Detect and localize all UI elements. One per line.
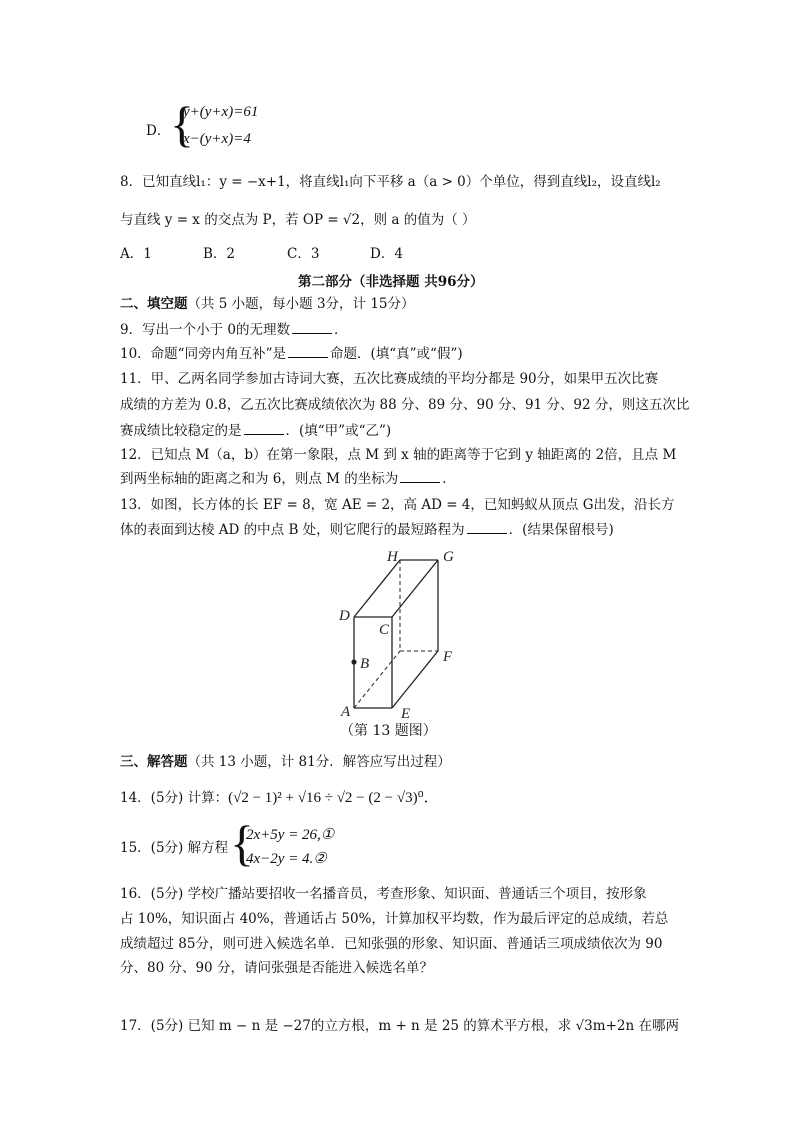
q11-line2: 成绩的方差为 0.8，乙五次比赛成绩依次为 88 分、89 分、90 分、91 分、92 分，则这五次比 — [120, 397, 690, 413]
q9-text: 9．写出一个小于 0的无理数 — [120, 322, 290, 338]
q10 — [120, 344, 463, 364]
label-e: E — [401, 706, 411, 722]
section2-title: 二、填空题 — [120, 296, 188, 312]
section3-title: 三、解答题 — [120, 754, 188, 770]
q9-end: ． — [333, 322, 348, 338]
edge-ef — [392, 651, 438, 708]
edge-dh — [354, 560, 400, 617]
q15-eq2: 4x−2y = 4.② — [246, 851, 327, 867]
label-f: F — [443, 649, 453, 665]
q7-brace: { — [170, 96, 194, 152]
q11-line3b: ．(填“甲”或“乙”) — [285, 423, 392, 439]
label-b: B — [360, 656, 370, 672]
label-c: C — [379, 622, 390, 638]
point-b — [351, 659, 356, 664]
q12-answer-blank[interactable] — [400, 470, 440, 483]
q17-line1: 17．(5分) 已知 m − n 是 −27的立方根，m + n 是 25 的算术平方根，求 √3m+2n 在哪两 — [120, 1018, 679, 1034]
q11-answer-blank[interactable] — [244, 422, 284, 435]
section3-heading — [120, 752, 451, 772]
q13-prism-figure — [330, 548, 470, 738]
q14-prefix: 14．(5分) 计算： — [120, 790, 229, 806]
q13-line1: 13．如图，长方体的长 EF = 8，宽 AE = 2，高 AD = 4，已知蚂蚁从顶点 G出发，沿长方 — [120, 497, 675, 513]
q9-answer-blank[interactable] — [292, 321, 332, 334]
q16-line1: 16．(5分) 学校广播站要招收一名播音员，考查形象、知识面、普通话三个项目，按形象 — [120, 886, 647, 902]
section2-note: （共 5 小题，每小题 3分，计 15分） — [187, 296, 415, 312]
q7-eq1: y+(y+x)=61 — [183, 104, 259, 120]
q10-answer-blank[interactable] — [288, 345, 328, 358]
q16-line3: 成绩超过 85分，则可进入候选名单．已知张强的形象、知识面、普通话三项成绩依次为 90 — [120, 936, 663, 952]
label-d: D — [339, 608, 350, 624]
q15-prefix: 15．(5分) 解方程 — [120, 840, 229, 856]
q15-brace: { — [230, 815, 254, 871]
q7-option-d-label: D． — [146, 123, 171, 139]
q14-expression: (√2 − 1)² + √16 ÷ √2 − (2 − √3)⁰． — [228, 790, 439, 806]
q8-line2: 与直线 y = x 的交点为 P，若 OP = √2，则 a 的值为（ ） — [120, 212, 476, 228]
section3-note: （共 13 小题，计 81分．解答应写出过程） — [187, 754, 451, 770]
q11-line3a: 赛成绩比较稳定的是 — [120, 423, 242, 439]
q13-caption: （第 13 题图） — [340, 723, 437, 739]
q7-eq2: x−(y+x)=4 — [183, 131, 251, 147]
q12-line2a: 到两坐标轴的距离之和为 6，则点 M 的坐标为 — [120, 471, 399, 487]
q11-line1: 11．甲、乙两名同学参加古诗词大赛，五次比赛成绩的平均分都是 90分，如果甲五次比赛 — [120, 371, 659, 387]
q10-end: 命题．(填“真”或“假”) — [329, 346, 463, 362]
section2-heading — [120, 294, 415, 314]
edge-cg — [392, 560, 438, 617]
q8-line1: 8．已知直线l₁：y = −x+1，将直线l₁向下平移 a（a > 0）个单位，得到直线l₂，设直线l₂ — [120, 174, 661, 190]
q8-choice-a: A．1 — [120, 246, 152, 262]
q13-line2 — [120, 520, 614, 540]
label-g: G — [443, 549, 454, 565]
q8-choice-c: C．3 — [287, 246, 320, 262]
part2-title: 第二部分（非选择题 共96分） — [298, 274, 484, 290]
label-h: H — [387, 549, 398, 565]
q16-line4: 分、80 分、90 分，请问张强是否能进入候选名单？ — [120, 960, 433, 976]
q8-choice-d: D．4 — [370, 246, 403, 262]
q13-line2b: ．(结果保留根号) — [508, 522, 614, 538]
q15-eq1: 2x+5y = 26,① — [246, 827, 335, 843]
q12-line2 — [120, 469, 456, 489]
label-a: A — [341, 704, 351, 720]
q13-line2a: 体的表面到达棱 AD 的中点 B 处，则它爬行的最短路程为 — [120, 522, 465, 538]
q16-line2: 占 10%，知识面占 40%，普通话占 50%，计算加权平均数，作为最后评定的总成绩，若总 — [120, 911, 669, 927]
q9 — [120, 320, 347, 340]
q12-line1: 12．已知点 M（a，b）在第一象限，点 M 到 x 轴的距离等于它到 y 轴距离的 2倍，且点 M — [120, 447, 677, 463]
q10-text: 10．命题“同旁内角互补”是 — [120, 346, 286, 362]
q8-choice-b: B．2 — [203, 246, 236, 262]
q12-line2b: ． — [442, 471, 456, 487]
q13-answer-blank[interactable] — [467, 521, 507, 534]
q14 — [120, 788, 439, 808]
q11-line3 — [120, 421, 391, 441]
